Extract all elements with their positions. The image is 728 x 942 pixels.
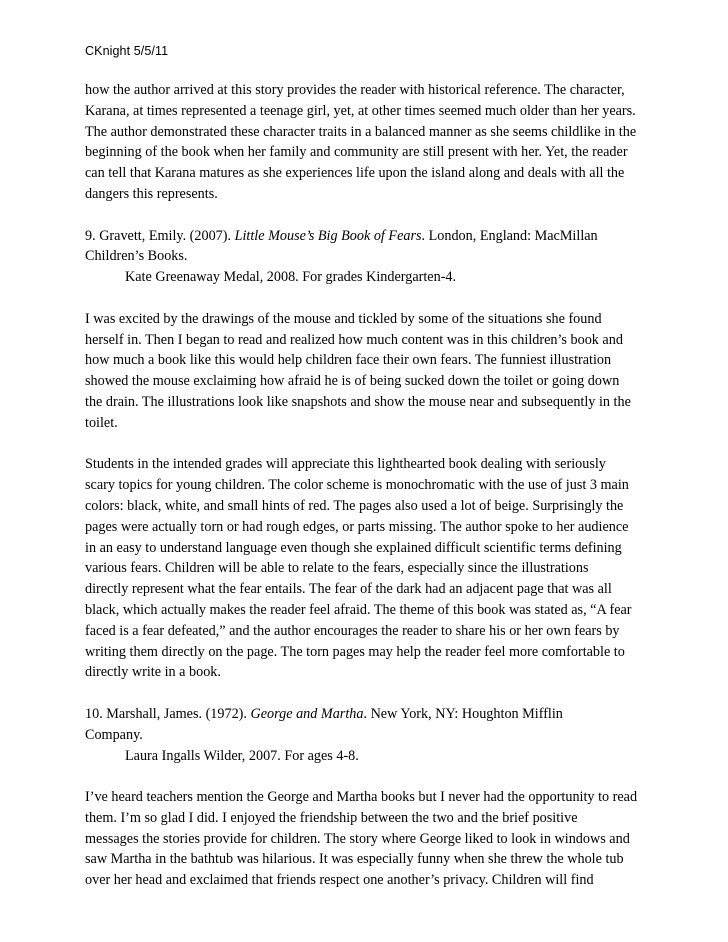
- award-line: Kate Greenaway Medal, 2008. For grades Kindergarten-4.: [125, 269, 457, 286]
- text-line: messages the stories provide for children. The story where George liked to look in windows and: [85, 830, 630, 847]
- text-line: The author demonstrated these character traits in a balanced manner as she seems childlike in the: [85, 123, 637, 140]
- text-line: writing them directly on the page. The torn pages may help the reader feel more comfortable to: [85, 643, 625, 660]
- text-line: various fears. Children will be able to relate to the fears, especially since the illustrations: [85, 560, 589, 577]
- citation-line-2: Company.: [85, 726, 143, 743]
- citation-9: [85, 226, 657, 288]
- text-line: I’ve heard teachers mention the George and Martha books but I never had the opportunity to read: [85, 789, 638, 806]
- paragraph-mouse-review-2: [85, 454, 657, 683]
- text-line: them. I’m so glad I did. I enjoyed the friendship between the two and the brief positive: [85, 809, 578, 826]
- citation-line-2: Children’s Books.: [85, 248, 188, 265]
- text-line: showed the mouse exclaiming how afraid he is of being sucked down the toilet or going down: [85, 373, 620, 390]
- text-line: toilet.: [85, 414, 118, 431]
- text-line: can tell that Karana matures as she experiences life upon the island along and deals with all the: [85, 165, 625, 182]
- book-title: George and Martha: [250, 705, 364, 722]
- text-line: the drain. The illustrations look like snapshots and show the mouse near and subsequently in the: [85, 393, 631, 410]
- text-line: herself in. Then I began to read and realized how much content was in this children’s book and: [85, 331, 623, 348]
- paragraph-george-martha-review: [85, 787, 657, 891]
- text-line: pages were actually torn or had rough edges, or parts missing. The author spoke to her audience: [85, 518, 629, 535]
- paragraph-island-review: [85, 80, 657, 205]
- paragraph-mouse-review-1: [85, 309, 657, 434]
- document-body: [85, 80, 657, 912]
- citation-10: [85, 704, 657, 766]
- text-line: how the author arrived at this story provides the reader with historical reference. The character,: [85, 82, 625, 98]
- text-line: in an easy to understand language even though she explained difficult scientific terms defining: [85, 539, 622, 556]
- page-header: CKnight 5/5/11: [85, 44, 169, 58]
- text-line: over her head and exclaimed that friends respect one another’s privacy. Children will find: [85, 872, 594, 889]
- text-line: beginning of the book when her family and community are still present with her. Yet, the reader: [85, 144, 628, 161]
- citation-line: [85, 704, 657, 725]
- citation-prefix: 9. Gravett, Emily. (2007).: [85, 227, 235, 244]
- citation-prefix: 10. Marshall, James. (1972).: [85, 705, 251, 722]
- text-line: how much a book like this would help children face their own fears. The funniest illustration: [85, 352, 612, 369]
- text-line: Students in the intended grades will appreciate this lighthearted book dealing with seriously: [85, 456, 606, 473]
- text-line: black, which actually makes the reader feel afraid. The theme of this book was stated as, “A fear: [85, 601, 632, 618]
- award-line: Laura Ingalls Wilder, 2007. For ages 4-8.: [125, 747, 359, 764]
- text-line: saw Martha in the bathtub was hilarious. It was especially funny when she threw the whole tub: [85, 851, 624, 868]
- citation-suffix: . New York, NY: Houghton Mifflin: [363, 705, 563, 722]
- text-line: scary topics for young children. The color scheme is monochromatic with the use of just 3 main: [85, 477, 629, 494]
- text-line: directly represent what the fear entails. The fear of the dark had an adjacent page that was all: [85, 581, 612, 598]
- book-title: Little Mouse’s Big Book of Fears: [234, 227, 422, 244]
- text-line: Karana, at times represented a teenage girl, yet, at other times seemed much older than her years.: [85, 102, 636, 119]
- citation-line: [85, 226, 657, 247]
- text-line: directly write in a book.: [85, 664, 221, 681]
- citation-suffix: . London, England: MacMillan: [421, 227, 598, 244]
- text-line: colors: black, white, and small hints of red. The pages also used a lot of beige. Surprisingly the: [85, 497, 624, 514]
- text-line: I was excited by the drawings of the mouse and tickled by some of the situations she found: [85, 310, 602, 327]
- text-line: dangers this represents.: [85, 185, 218, 202]
- text-line: faced is a fear defeated,” and the author encourages the reader to share his or her own fears by: [85, 622, 620, 639]
